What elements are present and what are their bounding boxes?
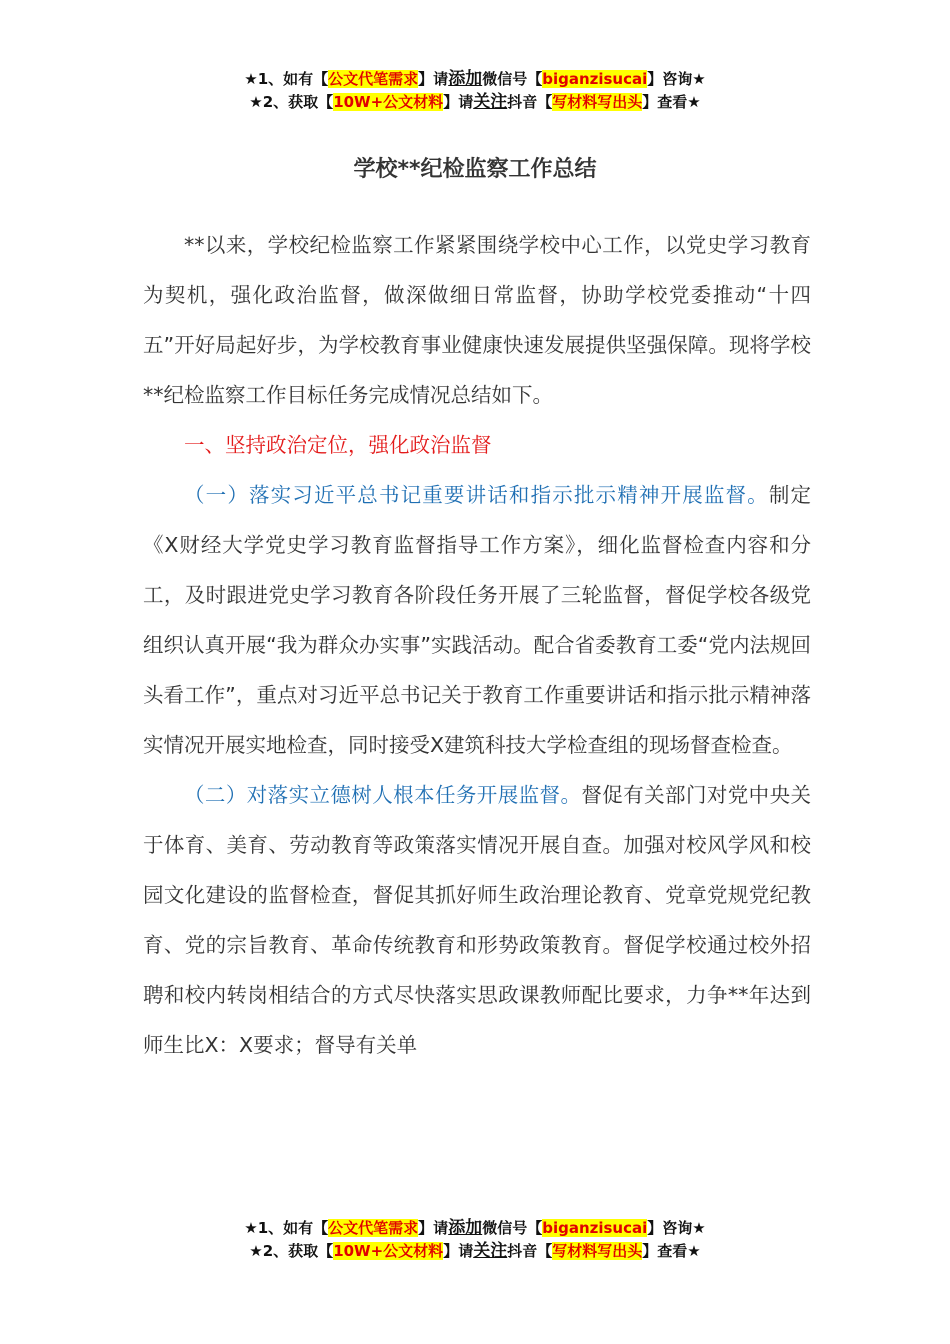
banner-text: 】咨询★: [647, 70, 706, 88]
douyin-id: 写材料写出头: [552, 1242, 643, 1260]
header-banner: [0, 68, 950, 114]
banner-text: 】请: [418, 70, 449, 88]
banner-text: 】请: [418, 1219, 449, 1237]
emphasis-text: 关注: [473, 92, 508, 112]
footer-banner: [0, 1217, 950, 1263]
douyin-id: 写材料写出头: [552, 93, 643, 111]
subsection-1-text: 制定《X财经大学党史学习教育监督指导工作方案》，细化监督检查内容和分工，及时跟进党史学习教育各阶段任务开展了三轮监督，督促学校各级党组织认真开展“我为群众办实事”实践活动。配合省委教育工委“党内法规回头看工作”，重点对习近平总书记关于教育工作重要讲话和指示批示精神落实情况开展实地检查，同时接受X建筑科技大学检查组的现场督查检查。: [143, 483, 812, 757]
banner-text: 】请: [443, 1242, 474, 1260]
banner-text: ★1、如有【: [244, 1219, 329, 1237]
banner-text: ★2、获取【: [249, 93, 334, 111]
banner-text: 】查看★: [642, 93, 701, 111]
subsection-1-paragraph: [143, 470, 811, 770]
subsection-1-heading: （一）落实习近平总书记重要讲话和指示批示精神开展监督。: [184, 483, 769, 507]
banner-line-1: [0, 68, 950, 91]
emphasis-text: 添加: [448, 69, 483, 89]
banner-text: 抖音【: [507, 93, 553, 111]
highlight-text: 公文代笔需求: [328, 70, 419, 88]
banner-text: 微信号【: [482, 1219, 543, 1237]
banner-text: 微信号【: [482, 70, 543, 88]
subsection-2-heading: （二）对落实立德树人根本任务开展监督。: [184, 783, 582, 807]
subsection-2-text: 督促有关部门对党中央关于体育、美育、劳动教育等政策落实情况开展自查。加强对校风学风和校园文化建设的监督检查，督促其抓好师生政治理论教育、党章党规党纪教育、党的宗旨教育、革命传统教育和形势政策教育。督促学校通过校外招聘和校内转岗相结合的方式尽快落实思政课教师配比要求，力争**年达到师生比X：X要求；督导有关单: [143, 783, 812, 1057]
highlight-text: 公文代笔需求: [328, 1219, 419, 1237]
subsection-2-paragraph: [143, 770, 811, 1070]
document-body: [143, 220, 811, 1070]
emphasis-text: 关注: [473, 1241, 508, 1261]
section-1-heading: 一、坚持政治定位，强化政治监督: [184, 433, 492, 457]
banner-line-1: [0, 1217, 950, 1240]
wechat-id: biganzisucai: [542, 70, 648, 88]
wechat-id: biganzisucai: [542, 1219, 648, 1237]
banner-text: 】咨询★: [647, 1219, 706, 1237]
banner-text: 】请: [443, 93, 474, 111]
intro-paragraph: **以来，学校纪检监察工作紧紧围绕学校中心工作，以党史学习教育为契机，强化政治监督，做深做细日常监督，协助学校党委推动“十四五”开好局起好步，为学校教育事业健康快速发展提供坚强保障。现将学校**纪检监察工作目标任务完成情况总结如下。: [143, 233, 811, 407]
banner-line-2: [0, 91, 950, 114]
emphasis-text: 添加: [448, 1218, 483, 1238]
banner-text: ★1、如有【: [244, 70, 329, 88]
banner-text: ★2、获取【: [249, 1242, 334, 1260]
banner-line-2: [0, 1240, 950, 1263]
highlight-text: 10W+公文材料: [333, 93, 444, 111]
highlight-text: 10W+公文材料: [333, 1242, 444, 1260]
document-title: 学校**纪检监察工作总结: [353, 157, 597, 182]
banner-text: 】查看★: [642, 1242, 701, 1260]
banner-text: 抖音【: [507, 1242, 553, 1260]
